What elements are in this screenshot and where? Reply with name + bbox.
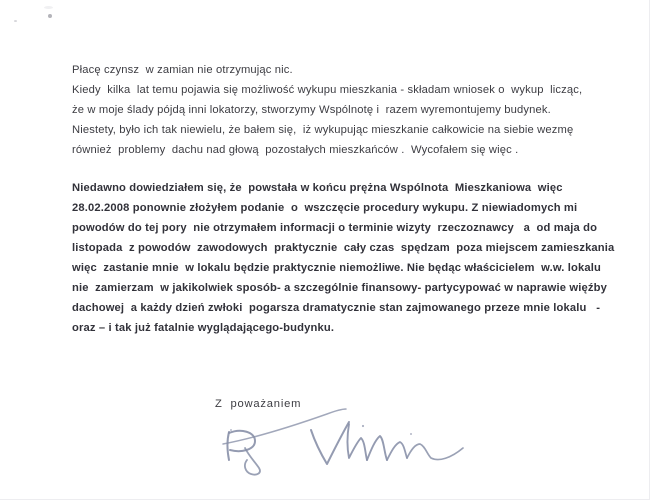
paragraph-one-line: Kiedy kilka lat temu pojawia się możliwość wykupu mieszkania - składam wniosek o wykup licząc, — [72, 84, 583, 96]
paragraph-one-line: również problemy dachu nad głową pozostałych mieszkańców . Wycofałem się więc . — [72, 144, 519, 156]
paragraph-two-line: oraz – i tak już fatalnie wyglądającego-budynku. — [72, 322, 335, 334]
paragraph-two-line: Niedawno dowiedziałem się, że powstała w końcu prężna Wspólnota Mieszkaniowa więc — [72, 182, 563, 194]
paragraph-two-line: więc zastanie mnie w lokalu będzie praktycznie niemożliwe. Nie będąc właścicielem w.w. lokalu — [72, 262, 602, 274]
paragraph-two-line: listopada z powodów zawodowych praktycznie cały czas spędzam poza miejscem zamieszkania — [72, 242, 615, 254]
paragraph-one — [72, 60, 584, 160]
paragraph-two-line: powodów do tej pory nie otrzymałem informacji o terminie wizyty rzeczoznawcy a od maja do — [72, 222, 598, 234]
closing-salutation: Z poważaniem — [215, 398, 302, 410]
letter-body — [72, 60, 615, 338]
scan-speck-icon — [48, 14, 52, 18]
paragraph-spacer — [72, 160, 584, 178]
paragraph-two — [72, 178, 615, 338]
paragraph-one-line: Niestety, było ich tak niewielu, że bałem się, iż wykupując mieszkanie całkowicie na siebie wezmę — [72, 124, 574, 136]
scan-speck-icon — [14, 20, 17, 22]
paragraph-one-line: że w moje ślady pójdą inni lokatorzy, stworzymy Wspólnotę i razem wyremontujemy budynek. — [72, 104, 551, 116]
closing-block — [215, 398, 515, 410]
paragraph-two-line: 28.02.2008 ponownie złożyłem podanie o wszczęcie procedury wykupu. Z niewiadomych mi — [72, 202, 578, 214]
scan-speck-icon — [44, 6, 53, 9]
handwritten-signature — [215, 408, 475, 478]
paragraph-two-line: dachowej a każdy dzień zwłoki pogarsza dramatycznie stan zajmowanego przeze mnie lokalu - — [72, 302, 601, 314]
paragraph-one-line: Płacę czynsz w zamian nie otrzymując nic. — [72, 64, 293, 76]
paragraph-two-line: nie zamierzam w jakikolwiek sposób- a szczególnie finansowy- partycypować w naprawie więźby — [72, 282, 607, 294]
